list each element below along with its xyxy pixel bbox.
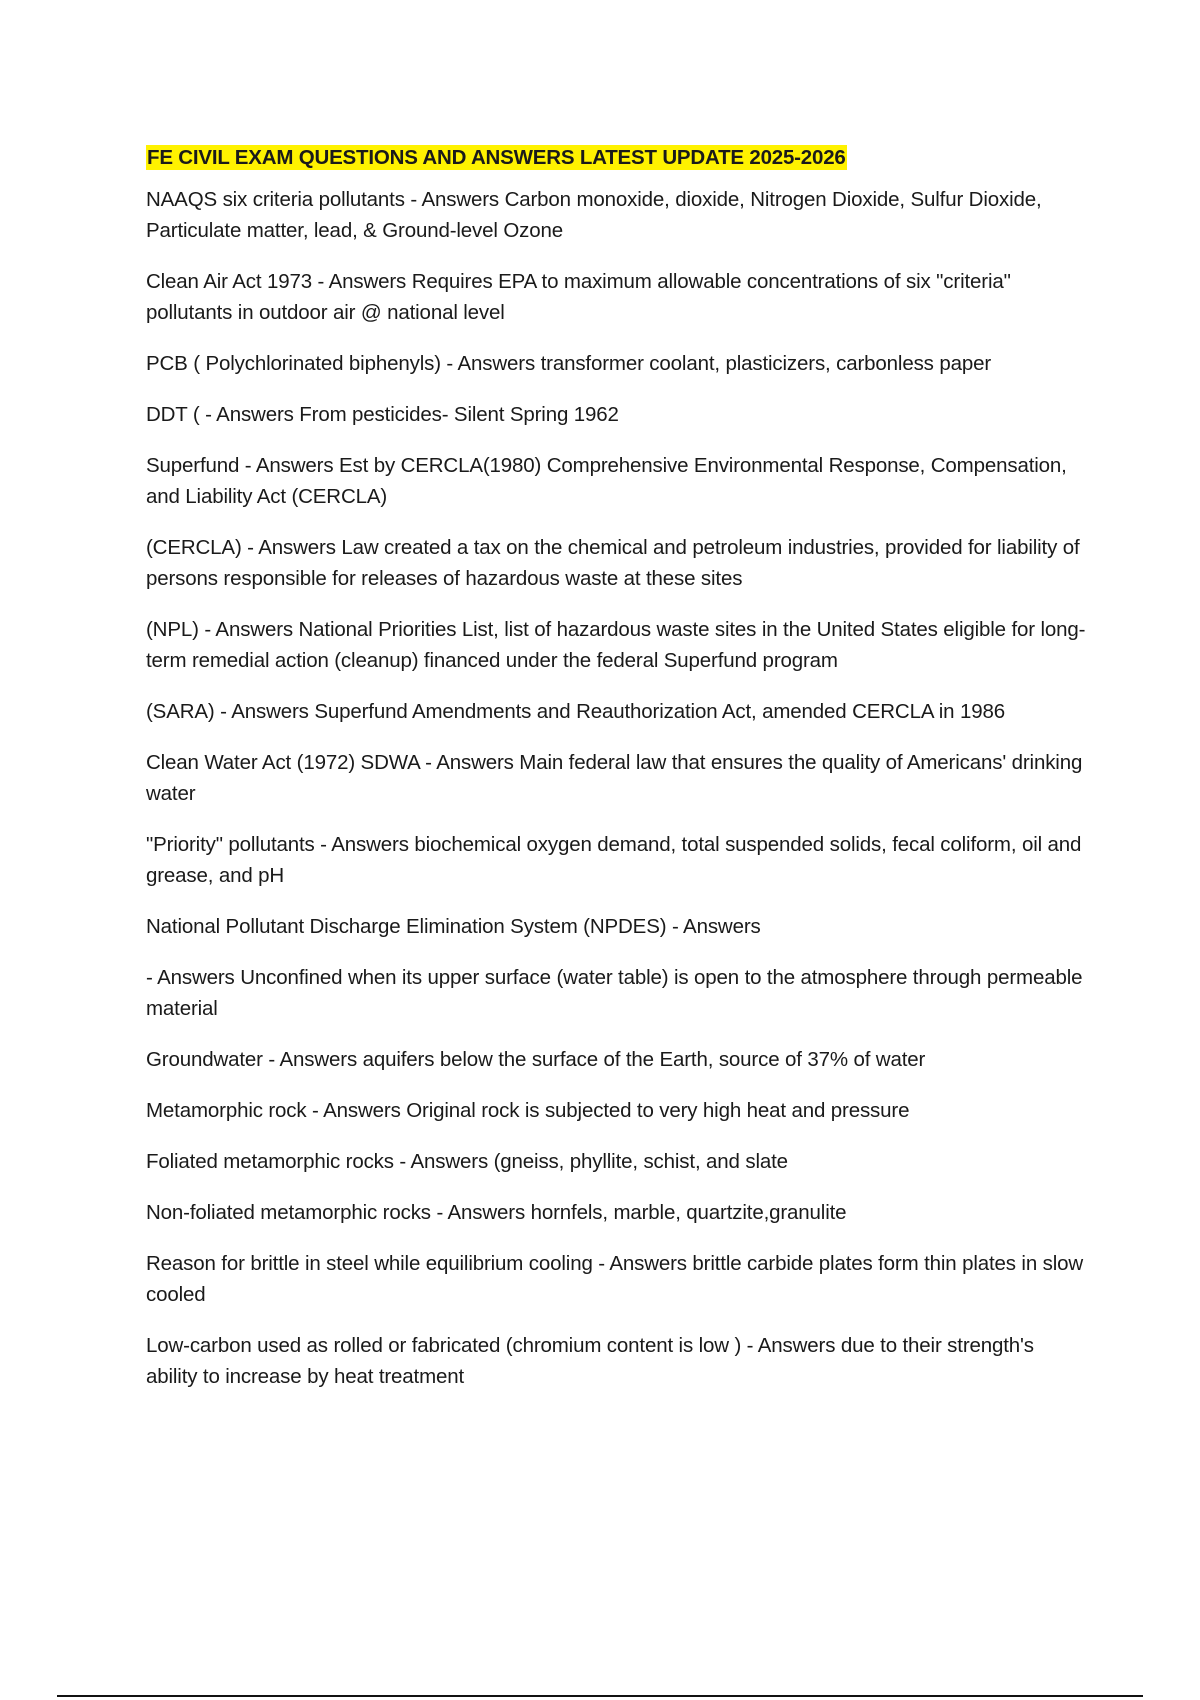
qa-entry: Foliated metamorphic rocks - Answers (gneiss, phyllite, schist, and slate — [146, 1150, 788, 1173]
document-body — [146, 145, 1086, 1412]
qa-entry: (NPL) - Answers National Priorities List, list of hazardous waste sites in the United States eligible for long-term remedial action (cleanup) financed under the federal Superfund program — [146, 618, 1086, 672]
qa-entry: "Priority" pollutants - Answers biochemical oxygen demand, total suspended solids, fecal coliform, oil and grease, and pH — [146, 833, 1082, 887]
qa-entry: Low-carbon used as rolled or fabricated (chromium content is low ) - Answers due to their strength's ability to increase by heat treatment — [146, 1334, 1034, 1388]
qa-entry: Superfund - Answers Est by CERCLA(1980) Comprehensive Environmental Response, Compensation, and Liability Act (CERCLA) — [146, 454, 1067, 508]
qa-entry: NAAQS six criteria pollutants - Answers Carbon monoxide, dioxide, Nitrogen Dioxide, Sulfur Dioxide, Particulate matter, lead, & Ground-level Ozone — [146, 188, 1042, 242]
qa-entry: PCB ( Polychlorinated biphenyls) - Answers transformer coolant, plasticizers, carbonless paper — [146, 352, 991, 375]
qa-entry: Clean Air Act 1973 - Answers Requires EPA to maximum allowable concentrations of six "criteria" pollutants in outdoor air @ national level — [146, 270, 1011, 324]
document-title: FE CIVIL EXAM QUESTIONS AND ANSWERS LATEST UPDATE 2025-2026 — [147, 146, 846, 169]
qa-entry: - Answers Unconfined when its upper surface (water table) is open to the atmosphere through permeable material — [146, 966, 1083, 1020]
qa-entry: Groundwater - Answers aquifers below the surface of the Earth, source of 37% of water — [146, 1048, 926, 1071]
qa-entry: Metamorphic rock - Answers Original rock is subjected to very high heat and pressure — [146, 1099, 910, 1122]
qa-entry: (SARA) - Answers Superfund Amendments and Reauthorization Act, amended CERCLA in 1986 — [146, 700, 1005, 723]
page-bottom-divider — [57, 1695, 1143, 1697]
qa-entry: DDT ( - Answers From pesticides- Silent Spring 1962 — [146, 403, 619, 426]
qa-entry: National Pollutant Discharge Elimination System (NPDES) - Answers — [146, 915, 761, 938]
qa-entry: Reason for brittle in steel while equilibrium cooling - Answers brittle carbide plates form thin plates in slow cooled — [146, 1252, 1084, 1306]
qa-entry: Non-foliated metamorphic rocks - Answers hornfels, marble, quartzite,granulite — [146, 1201, 847, 1224]
qa-entry: (CERCLA) - Answers Law created a tax on the chemical and petroleum industries, provided for liability of persons responsible for releases of hazardous waste at these sites — [146, 536, 1080, 590]
qa-entry: Clean Water Act (1972) SDWA - Answers Main federal law that ensures the quality of Americans' drinking water — [146, 751, 1083, 805]
